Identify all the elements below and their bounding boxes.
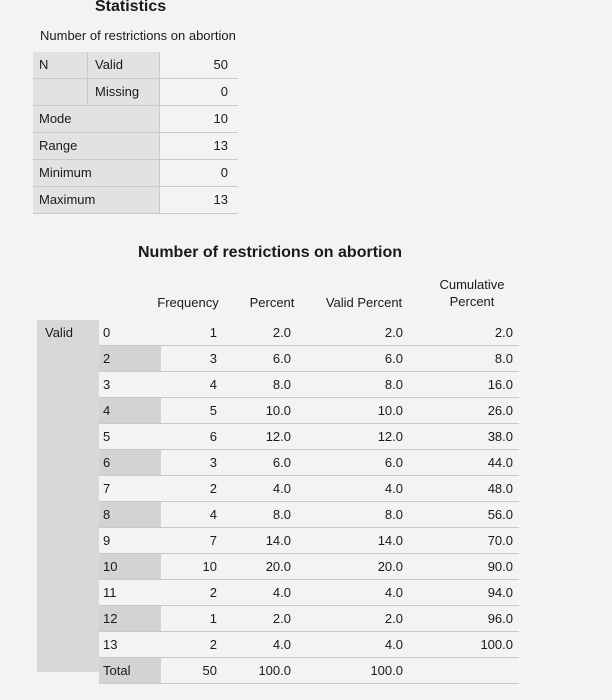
row-frequency: 5 (209, 403, 217, 418)
row-cumulative-percent: 8.0 (494, 351, 513, 366)
row-valid-percent: 6.0 (384, 351, 403, 366)
header-cumulative-line2: Percent (449, 294, 495, 309)
row-cumulative-percent: 90.0 (487, 559, 513, 574)
statistics-title: Statistics (95, 0, 167, 15)
stats-value-range: 13 (213, 138, 228, 153)
row-percent: 6.0 (272, 455, 291, 470)
table-row (99, 424, 519, 450)
table-row (99, 372, 519, 398)
row-frequency: 50 (202, 663, 217, 678)
row-valid-percent: 4.0 (384, 585, 403, 600)
row-category: 13 (103, 637, 118, 652)
row-frequency: 1 (209, 611, 217, 626)
row-valid-percent: 10.0 (377, 403, 403, 418)
stats-row-mode (33, 106, 238, 133)
row-category: 0 (103, 325, 111, 340)
row-cumulative-percent: 38.0 (487, 429, 513, 444)
row-percent: 20.0 (265, 559, 291, 574)
row-category: 3 (103, 377, 111, 392)
statistics-table (33, 52, 238, 214)
row-percent: 6.0 (272, 351, 291, 366)
statistics-caption: Number of restrictions on abortion (40, 28, 236, 43)
table-row (99, 528, 519, 554)
row-category: 8 (99, 502, 161, 528)
row-percent: 4.0 (272, 585, 291, 600)
row-frequency: 1 (209, 325, 217, 340)
stats-value-mode: 10 (213, 111, 228, 126)
valid-column (37, 320, 99, 672)
table-row (99, 632, 519, 658)
header-cumulative-line1: Cumulative (439, 277, 505, 292)
row-category: 11 (103, 585, 117, 600)
stats-row-range (33, 133, 238, 160)
row-percent: 8.0 (272, 377, 291, 392)
table-row (99, 580, 519, 606)
table-row (99, 606, 519, 632)
stats-label-range: Range (33, 133, 159, 159)
row-cumulative-percent (409, 658, 519, 684)
stats-row-n-valid (33, 52, 238, 79)
stats-row-minimum (33, 160, 238, 187)
table-row (99, 450, 519, 476)
valid-label: Valid (45, 325, 73, 340)
row-percent: 100.0 (258, 663, 291, 678)
header-frequency: Frequency (157, 295, 219, 310)
row-category: 9 (103, 533, 111, 548)
row-valid-percent: 20.0 (377, 559, 403, 574)
header-valid-percent: Valid Percent (325, 295, 403, 310)
row-cumulative-percent: 70.0 (487, 533, 513, 548)
header-percent: Percent (249, 295, 295, 310)
row-percent: 4.0 (272, 481, 291, 496)
table-row (99, 554, 519, 580)
stats-value-maximum: 13 (213, 192, 228, 207)
row-frequency: 4 (209, 377, 217, 392)
row-cumulative-percent: 100.0 (480, 637, 513, 652)
row-frequency: 3 (209, 351, 217, 366)
row-category: 5 (103, 429, 111, 444)
row-percent: 4.0 (272, 637, 291, 652)
row-percent: 10.0 (265, 403, 291, 418)
row-valid-percent: 14.0 (377, 533, 403, 548)
row-percent: 2.0 (272, 325, 291, 340)
stats-sub-valid: Valid (95, 57, 123, 72)
row-cumulative-percent: 96.0 (487, 611, 513, 626)
row-cumulative-percent: 56.0 (487, 507, 513, 522)
table-row (99, 476, 519, 502)
row-cumulative-percent: 16.0 (487, 377, 513, 392)
stats-value-missing: 0 (220, 84, 228, 99)
row-frequency: 3 (209, 455, 217, 470)
stats-row-n-missing (33, 79, 238, 106)
row-valid-percent: 4.0 (384, 481, 403, 496)
row-valid-percent: 8.0 (384, 507, 403, 522)
frequency-table-title: Number of restrictions on abortion (138, 244, 403, 261)
row-valid-percent: 2.0 (384, 611, 403, 626)
table-row (99, 658, 519, 684)
row-valid-percent: 8.0 (384, 377, 403, 392)
row-cumulative-percent: 48.0 (487, 481, 513, 496)
table-row (99, 398, 519, 424)
row-category: 2 (99, 346, 161, 372)
row-valid-percent: 2.0 (384, 325, 403, 340)
row-valid-percent: 100.0 (370, 663, 403, 678)
row-percent: 14.0 (265, 533, 291, 548)
row-cumulative-percent: 26.0 (487, 403, 513, 418)
row-percent: 12.0 (265, 429, 291, 444)
table-row (99, 502, 519, 528)
row-frequency: 10 (202, 559, 217, 574)
row-frequency: 7 (209, 533, 217, 548)
row-frequency: 2 (209, 481, 217, 496)
stats-row-maximum (33, 187, 238, 214)
row-valid-percent: 6.0 (384, 455, 403, 470)
row-valid-percent: 12.0 (377, 429, 403, 444)
row-category: 12 (99, 606, 161, 632)
table-row (99, 346, 519, 372)
row-category: 4 (99, 398, 161, 424)
stats-value-minimum: 0 (220, 165, 228, 180)
stats-label-mode: Mode (33, 106, 159, 132)
row-category: 7 (103, 481, 111, 496)
row-frequency: 2 (209, 585, 217, 600)
row-cumulative-percent: 2.0 (494, 325, 513, 340)
table-row (99, 320, 519, 346)
row-category: 6 (99, 450, 161, 476)
row-valid-percent: 4.0 (384, 637, 403, 652)
row-percent: 8.0 (272, 507, 291, 522)
row-percent: 2.0 (272, 611, 291, 626)
stats-label-n: N (33, 52, 88, 78)
row-category: Total (99, 658, 161, 684)
row-cumulative-percent: 44.0 (487, 455, 513, 470)
row-cumulative-percent: 94.0 (487, 585, 513, 600)
row-frequency: 2 (209, 637, 217, 652)
stats-value-n-valid: 50 (213, 57, 228, 72)
row-category: 10 (99, 554, 161, 580)
stats-label-maximum: Maximum (33, 187, 159, 213)
stats-label-minimum: Minimum (33, 160, 159, 186)
row-frequency: 6 (209, 429, 217, 444)
row-frequency: 4 (209, 507, 217, 522)
stats-label-blank (33, 79, 88, 105)
stats-sub-missing: Missing (95, 84, 140, 99)
